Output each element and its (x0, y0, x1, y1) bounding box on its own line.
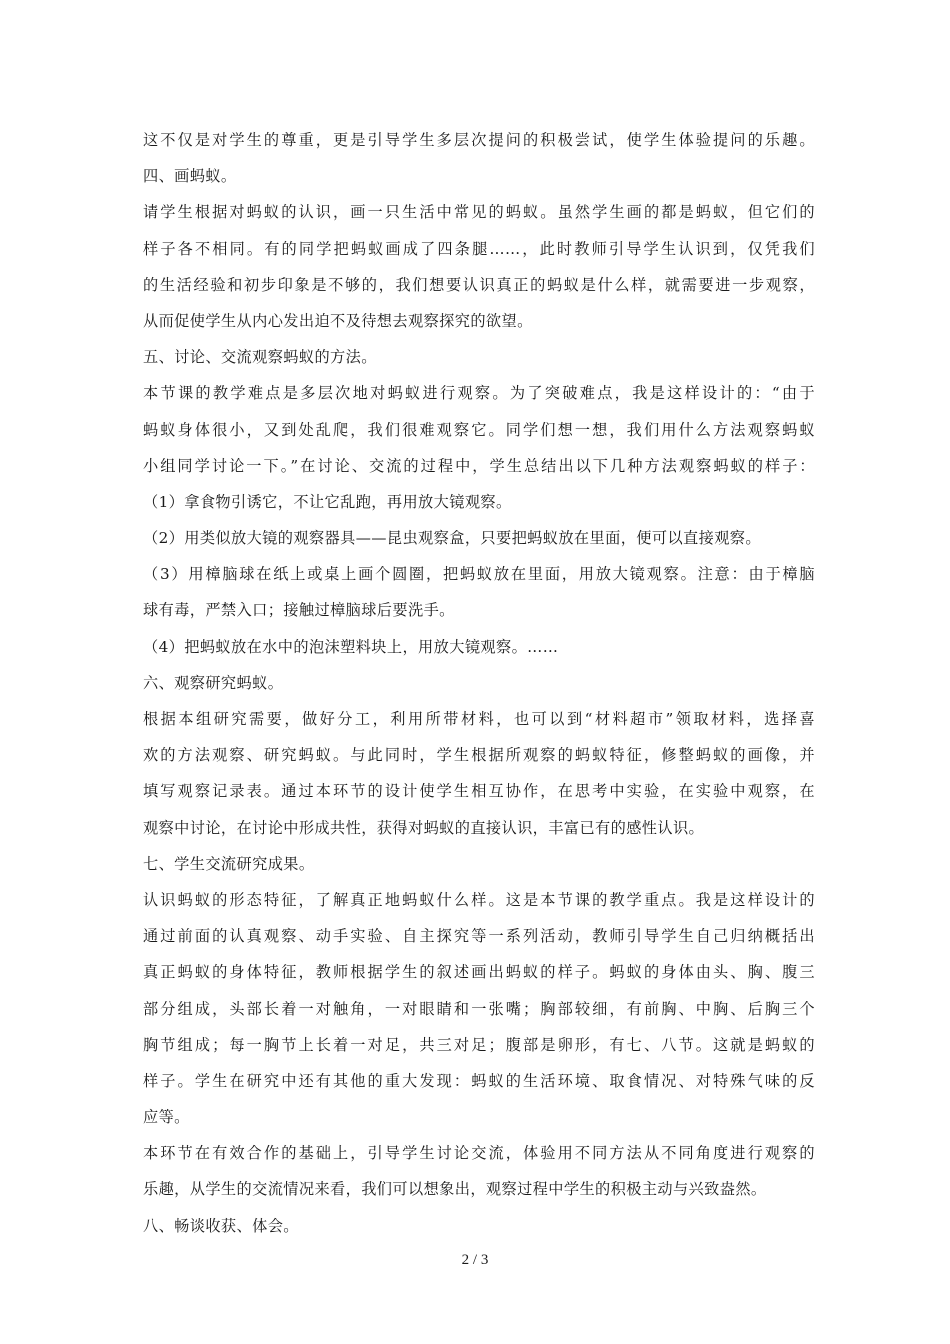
list-item-continuation: 球有毒，严禁入口；接触过樟脑球后要洗手。 (143, 601, 455, 620)
body-line: 本节课的教学难点是多层次地对蚂蚁进行观察。为了突破难点，我是这样设计的：“由于 (143, 384, 815, 403)
body-line: 样子各不相同。有的同学把蚂蚁画成了四条腿……，此时教师引导学生认识到，仅凭我们 (143, 239, 815, 258)
body-line: 欢的方法观察、研究蚂蚁。与此同时，学生根据所观察的蚂蚁特征，修整蚂蚁的画像，并 (143, 746, 815, 765)
list-item: （4）把蚂蚁放在水中的泡沫塑料块上，用放大镜观察。…… (143, 637, 559, 656)
page-number: 2 / 3 (461, 1252, 489, 1268)
body-line: 乐趣，从学生的交流情况来看，我们可以想象出，观察过程中学生的积极主动与兴致盎然。 (143, 1180, 767, 1199)
section-heading-5: 五、讨论、交流观察蚂蚁的方法。 (143, 348, 377, 367)
body-line: 胸节组成；每一胸节上长着一对足，共三对足；腹部是卵形，有七、八节。这就是蚂蚁的 (143, 1035, 815, 1054)
body-line: 真正蚂蚁的身体特征，教师根据学生的叙述画出蚂蚁的样子。蚂蚁的身体由头、胸、腹三 (143, 963, 815, 982)
body-line: 请学生根据对蚂蚁的认识，画一只生活中常见的蚂蚁。虽然学生画的都是蚂蚁，但它们的 (143, 203, 815, 222)
section-heading-8: 八、畅谈收获、体会。 (143, 1216, 299, 1235)
body-line: 根据本组研究需要，做好分工，利用所带材料，也可以到“材料超市”领取材料，选择喜 (143, 710, 815, 728)
body-line: 的生活经验和初步印象是不够的，我们想要认识真正的蚂蚁是什么样，就需要进一步观察， (143, 275, 815, 294)
body-line: 通过前面的认真观察、动手实验、自主探究等一系列活动，教师引导学生自己归纳概括出 (143, 927, 815, 946)
section-heading-4: 四、画蚂蚁。 (143, 167, 237, 186)
body-line: 小组同学讨论一下。”在讨论、交流的过程中，学生总结出以下几种方法观察蚂蚁的样子： (143, 456, 815, 475)
body-line: 部分组成，头部长着一对触角，一对眼睛和一张嘴；胸部较细，有前胸、中胸、后胸三个 (143, 999, 815, 1018)
body-line: 填写观察记录表。通过本环节的设计使学生相互协作，在思考中实验，在实验中观察，在 (143, 782, 815, 801)
body-line: 从而促使学生从内心发出迫不及待想去观察探究的欲望。 (143, 311, 533, 330)
section-heading-7: 七、学生交流研究成果。 (143, 854, 315, 873)
document-body (143, 122, 815, 1244)
body-line: 蚂蚁身体很小，又到处乱爬，我们很难观察它。同学们想一想，我们用什么方法观察蚂蚁 (143, 420, 815, 439)
body-line: 样子。学生在研究中还有其他的重大发现：蚂蚁的生活环境、取食情况、对特殊气味的反 (143, 1071, 815, 1090)
list-item: （2）用类似放大镜的观察器具——昆虫观察盒，只要把蚂蚁放在里面，便可以直接观察。 (143, 529, 761, 548)
body-line: 应等。 (143, 1108, 190, 1127)
body-line: 认识蚂蚁的形态特征，了解真正地蚂蚁什么样。这是本节课的教学重点。我是这样设计的 (143, 890, 815, 909)
list-item: （1）拿食物引诱它，不让它乱跑，再用放大镜观察。 (143, 492, 512, 511)
list-item: （3）用樟脑球在纸上或桌上画个圆圈，把蚂蚁放在里面，用放大镜观察。注意：由于樟脑 (143, 565, 815, 584)
body-line: 观察中讨论，在讨论中形成共性，获得对蚂蚁的直接认识，丰富已有的感性认识。 (143, 818, 705, 837)
body-line: 本环节在有效合作的基础上，引导学生讨论交流，体验用不同方法从不同角度进行观察的 (143, 1144, 815, 1163)
body-line: 这不仅是对学生的尊重，更是引导学生多层次提问的积极尝试，使学生体验提问的乐趣。 (143, 131, 815, 149)
section-heading-6: 六、观察研究蚂蚁。 (143, 673, 284, 692)
